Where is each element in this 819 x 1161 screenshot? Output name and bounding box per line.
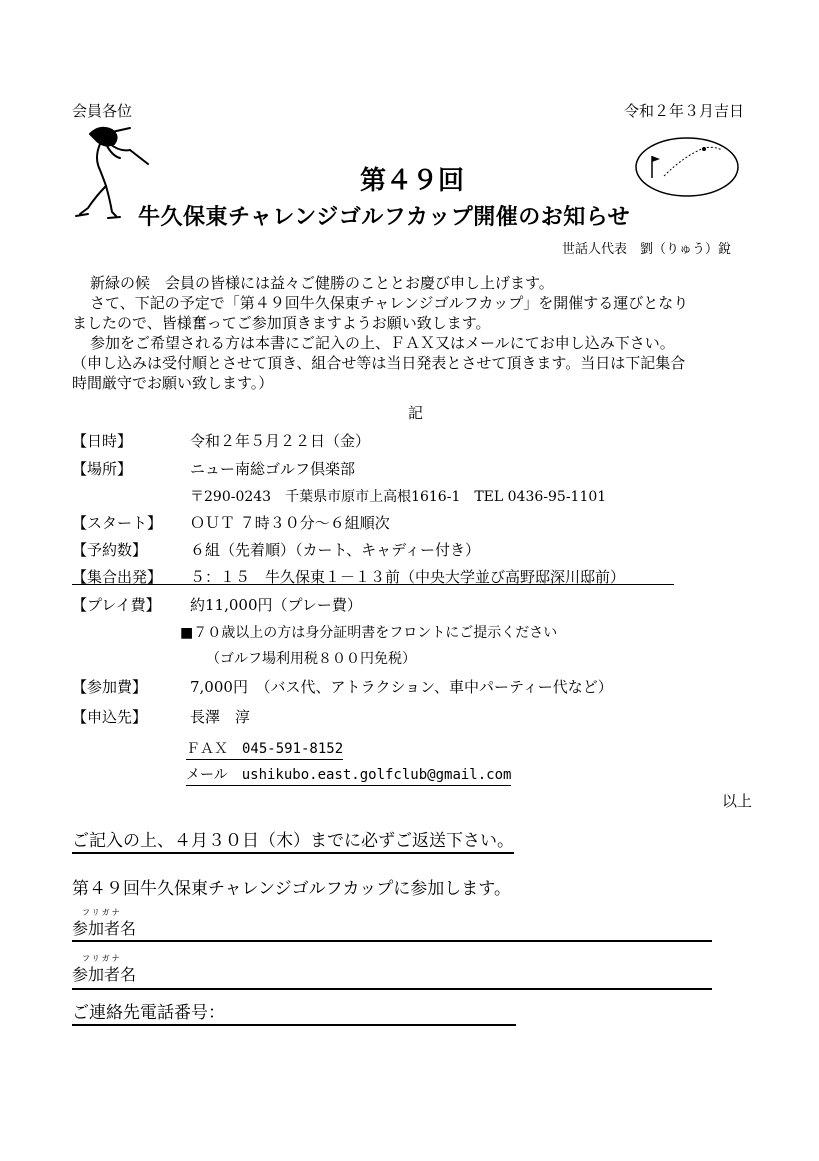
reply-deadline-text: ご記入の上、４月３０日（木）までに必ずご返送下さい。 [72,831,514,854]
furigana-label: フリガナ [82,954,122,963]
phone-field[interactable] [72,1024,516,1026]
phone-label: ご連絡先電話番号： [72,1003,225,1023]
detail-value-participation-fee: 7,000円 （バス代、アトラクション、車中パーティー代など） [190,678,613,696]
detail-value-start: ＯＵＴ ７時３０分～６組順次 [190,514,390,532]
issue-date: 令和２年３月吉日 [624,102,745,120]
body-paragraph: （申し込みは受付順とさせて頂き、組合せ等は当日発表とさせて頂きます。当日は下記集合 [72,354,686,372]
body-paragraph: 新緑の候 会員の皆様には益々ご健勝のこととお慶び申し上げます。 [90,274,554,292]
body-paragraph: ましたので、皆様奮ってご参加頂きますようお願い致します。 [72,314,491,332]
ijo-closing: 以上 [722,792,753,810]
ki-heading: 記 [408,404,424,422]
detail-value-departure: ５：１５ 牛久保東１－１３前（中央大学並び高野邸深川邸前） [190,568,626,586]
detail-value-venue: ニュー南総ゴルフ倶楽部 [190,460,356,478]
participant-name-label-2 [72,954,137,985]
detail-label-start: 【スタート】 [72,514,163,532]
body-paragraph: 時間厳守でお願い致します。） [72,374,274,392]
page-title: 牛久保東チャレンジゴルフカップ開催のお知らせ [138,204,631,230]
participant-name-field-2[interactable] [72,988,712,990]
participant-name-label-1 [72,908,137,939]
detail-label-reservation: 【予約数】 [72,541,148,559]
detail-label-venue: 【場所】 [72,460,133,478]
body-paragraph: 参加をご希望される方は本書にご記入の上、ＦＡＸ又はメールにてお申し込み下さい。 [90,334,675,352]
detail-label-applicant: 【申込先】 [72,708,148,726]
participant-name-text: 参加者名 [72,965,137,984]
addressee: 会員各位 [72,102,133,120]
title-issue: 第４９回 [360,166,465,196]
detail-label-departure: 【集合出発】 [72,568,163,586]
participation-statement: 第４９回牛久保東チャレンジゴルフカップに参加します。 [72,879,511,899]
email-address[interactable]: メール ushikubo.east.golfclub@gmail.com [186,764,511,786]
participant-name-text: 参加者名 [72,919,137,938]
detail-label-participation-fee: 【参加費】 [72,678,148,696]
detail-value-reservation: ６組（先着順）（カート、キャディー付き） [190,541,480,559]
fax-number: ＦＡＸ 045-591-8152 [186,738,343,760]
detail-value-address: 〒290-0243 千葉県市原市上高根1616-1 TEL 0436-95-1101 [190,489,607,505]
participant-name-field-1[interactable] [72,940,712,942]
detail-value-applicant: 長澤 淳 [190,708,251,726]
departure-underline [72,584,674,585]
reply-deadline [72,826,514,851]
detail-label-fee: 【プレイ費】 [72,596,161,614]
senior-notice: ■７０歳以上の方は身分証明書をフロントにご提示ください [180,625,558,641]
detail-value-date: 令和２年５月２２日（金） [190,432,371,450]
detail-value-fee: 約11,000円（プレー費） [190,596,362,614]
detail-label-date: 【日時】 [72,432,133,450]
golf-course-icon [634,136,740,198]
body-paragraph: さて、下記の予定で「第４９回牛久保東チャレンジゴルフカップ」を開催する運びとなり [90,294,689,312]
tax-exemption-note: （ゴルフ場利用税８００円免税） [206,651,416,667]
organizer: 世話人代表 劉（りゅう）銳 [562,242,732,257]
furigana-label: フリガナ [82,908,122,917]
